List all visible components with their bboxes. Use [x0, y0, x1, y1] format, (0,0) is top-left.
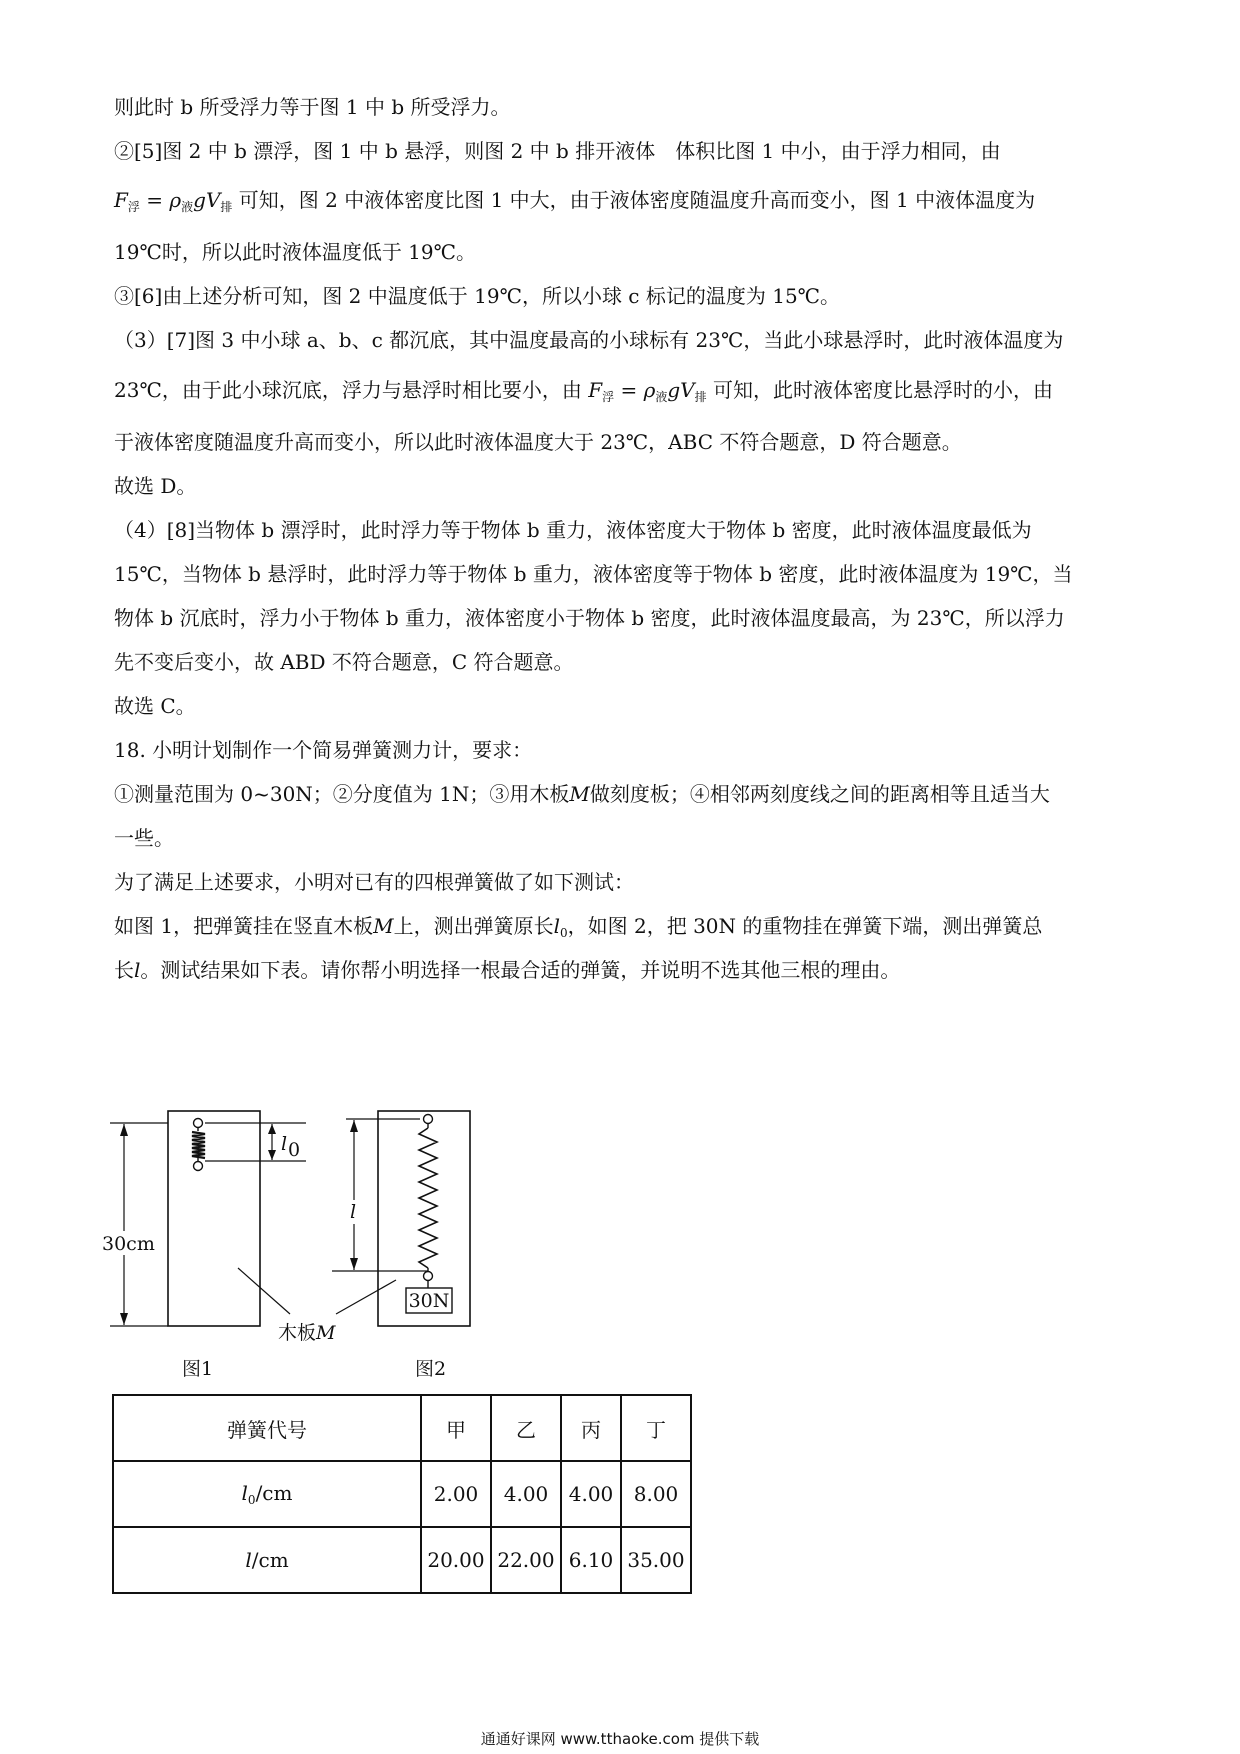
text-line: 一些。	[114, 826, 174, 850]
text-line: 先不变后变小，故 ABD 不符合题意，C 符合题意。	[114, 650, 574, 674]
text-line: 如图 1，把弹簧挂在竖直木板M上，测出弹簧原长$l_0$，如图 2，把 30N 的重物挂在弹簧下端，测出弹簧总	[114, 914, 1043, 940]
spring-test-figure	[102, 1108, 570, 1390]
spring-test-table	[112, 1394, 692, 1594]
text-line: 故选 C。	[114, 694, 196, 718]
text-line: （3）[7]图 3 中小球 a、b、c 都沉底，其中温度最高的小球标有 23℃，当此小球悬浮时，此时液体温度为	[114, 328, 1064, 352]
table-header-cell: 丁	[621, 1395, 691, 1461]
table-cell: 4.00	[491, 1461, 561, 1527]
fig2-caption: 图2	[415, 1358, 447, 1380]
table-cell: 20.00	[421, 1527, 491, 1593]
text-line: 故选 D。	[114, 474, 197, 498]
text-line: 长l。测试结果如下表。请你帮小明选择一根最合适的弹簧，并说明不选其他三根的理由。	[114, 958, 901, 982]
table-row	[113, 1461, 691, 1527]
board-label: 木板M	[278, 1322, 336, 1344]
l-label: l	[350, 1201, 357, 1223]
text-line: ②[5]图 2 中 b 漂浮，图 1 中 b 悬浮，则图 2 中 b 排开液体 体积比图 1 中小，由于浮力相同，由	[114, 139, 1001, 163]
table-header-row	[113, 1395, 691, 1461]
text-line: 19℃时，所以此时液体温度低于 19℃。	[114, 240, 477, 264]
table-cell: 6.10	[561, 1527, 621, 1593]
table-cell: 8.00	[621, 1461, 691, 1527]
row-label-l: l/cm	[113, 1527, 421, 1593]
fig1-board	[168, 1111, 260, 1326]
buoyancy-formula: $F_浮 = \rho_液gV_排$	[588, 378, 707, 404]
text-line: 物体 b 沉底时，浮力小于物体 b 重力，液体密度小于物体 b 密度，此时液体温度最高，为 23℃，所以浮力	[114, 606, 1065, 630]
table-header-cell: 乙	[491, 1395, 561, 1461]
text-line: 15℃，当物体 b 悬浮时，此时浮力等于物体 b 重力，液体密度等于物体 b 密度，此时液体温度为 19℃，当	[114, 562, 1073, 586]
table-row	[113, 1527, 691, 1593]
height-label: 30cm	[102, 1233, 155, 1255]
text-line: 则此时 b 所受浮力等于图 1 中 b 所受浮力。	[114, 95, 511, 119]
text-line: ①测量范围为 0~30N；②分度值为 1N；③用木板M做刻度板；④相邻两刻度线之间的距离相等且适当大	[114, 782, 1050, 806]
page-footer: 通通好课网 www.tthaoke.com 提供下载	[480, 1730, 760, 1748]
long-spring-icon	[419, 1128, 437, 1268]
text-line-with-formula: 23℃，由于此小球沉底，浮力与悬浮时相比要小，由 $F_浮 = \rho_液gV_排$ 可知，此时液体密度比悬浮时的小，由	[114, 378, 1053, 404]
table-cell: 4.00	[561, 1461, 621, 1527]
text-line: （4）[8]当物体 b 漂浮时，此时浮力等于物体 b 重力，液体密度大于物体 b 密度，此时液体温度最低为	[114, 518, 1032, 542]
question-title: 18. 小明计划制作一个简易弹簧测力计，要求：	[114, 738, 533, 762]
table-cell: 35.00	[621, 1527, 691, 1593]
l0-label: l	[281, 1133, 288, 1155]
short-spring-icon	[192, 1132, 205, 1158]
fig1-caption: 图1	[182, 1358, 214, 1380]
table-cell: 2.00	[421, 1461, 491, 1527]
table-header-cell: 丙	[561, 1395, 621, 1461]
table-header-cell: 弹簧代号	[113, 1395, 421, 1461]
text-line: 于液体密度随温度升高而变小，所以此时液体温度大于 23℃，ABC 不符合题意，D 符合题意。	[114, 430, 962, 454]
table-cell: 22.00	[491, 1527, 561, 1593]
text-line: 为了满足上述要求，小明对已有的四根弹簧做了如下测试：	[114, 870, 634, 894]
weight-label: 30N	[408, 1290, 450, 1312]
text-line: ③[6]由上述分析可知，图 2 中温度低于 19℃，所以小球 c 标记的温度为 15℃。	[114, 284, 841, 308]
spring-diagram	[102, 1108, 570, 1390]
row-label-l0: $l_0/cm$	[113, 1461, 421, 1527]
buoyancy-formula: $F_浮 = \rho_液gV_排$	[114, 188, 233, 214]
text-line-with-formula: $F_浮 = \rho_液gV_排$ 可知，图 2 中液体密度比图 1 中大，由于液体密度随温度升高而变小，图 1 中液体温度为	[114, 188, 1036, 214]
l0-subscript: 0	[288, 1139, 301, 1161]
table-header-cell: 甲	[421, 1395, 491, 1461]
